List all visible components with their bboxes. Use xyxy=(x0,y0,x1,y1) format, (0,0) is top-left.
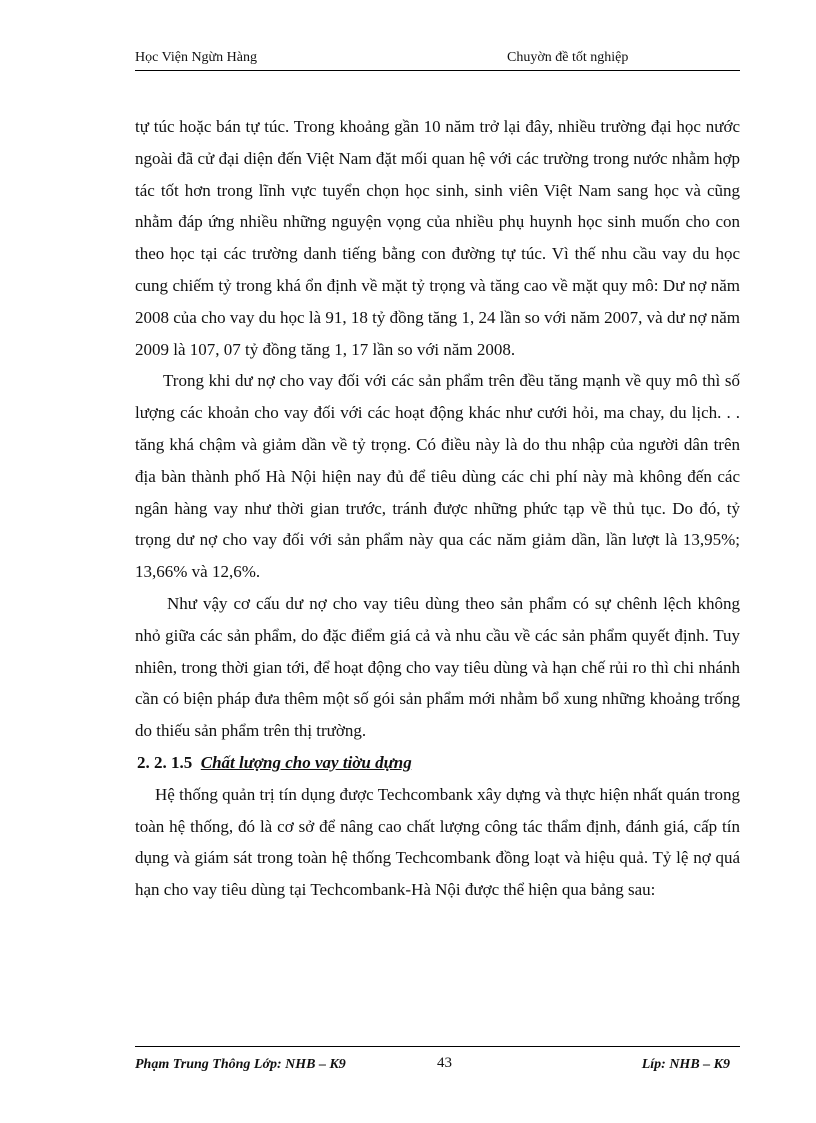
paragraph-3: Như vậy cơ cấu dư nợ cho vay tiêu dùng theo sản phẩm có sự chênh lệch không nhỏ giữa các sản phẩm, do đặc điểm giá cả và nhu cầu về các sản phẩm quyết định. Tuy nhiên, trong thời gian tới, để hoạt động cho vay tiêu dùng và hạn chế rủi ro thì chi nhánh cần có biện pháp đưa thêm một số gói sản phẩm mới nhằm bổ xung những khoảng trống do thiếu sản phẩm trên thị trường. xyxy=(135,593,740,741)
page-footer xyxy=(135,1046,740,1077)
header-doc-type: Chuyờn đề tốt nghiệp xyxy=(507,50,629,65)
section-heading xyxy=(135,747,740,779)
section-title: Chất lượng cho vay tiờu dựng xyxy=(200,752,412,772)
document-body xyxy=(135,111,740,906)
paragraph-2: Trong khi dư nợ cho vay đối với các sản phẩm trên đều tăng mạnh về quy mô thì số lượng các khoản cho vay đối với các hoạt động khác như cưới hỏi, ma chay, du lịch. . . tăng khá chậm và giảm dần về tỷ trọng. Có điều này là do thu nhập của người dân trên địa bàn thành phố Hà Nội hiện nay đủ để tiêu dùng các chi phí này mà không đến các ngân hàng vay như thời gian trước, tránh được những phức tạp về thủ tục. Do đó, tỷ trọng dư nợ cho vay đối với sản phẩm này qua các năm giảm dần, lần lượt là 13,95%; 13,66% và 12,6%. xyxy=(135,371,740,582)
header-institution: Học Viện Ngừn Hàng xyxy=(135,50,257,65)
page-header xyxy=(135,50,740,71)
footer-class: Líp: NHB – K9 xyxy=(641,1057,730,1072)
paragraph-4: Hệ thống quản trị tín dụng được Techcombank xây dựng và thực hiện nhất quán trong toàn hệ thống, đó là cơ sở để nâng cao chất lượng công tác thẩm định, đánh giá, cấp tín dụng và giám sát trong toàn hệ thống Techcombank đồng loạt và hiệu quả. Tỷ lệ nợ quá hạn cho vay tiêu dùng tại Techcombank-Hà Nội được thể hiện qua bảng sau: xyxy=(135,784,740,900)
footer-author: Phạm Trung Thông Lớp: NHB – K9 xyxy=(135,1057,346,1072)
section-number: 2. 2. 1.5 xyxy=(137,752,193,772)
paragraph-1: tự túc hoặc bán tự túc. Trong khoảng gần 10 năm trở lại đây, nhiều trường đại học nước ngoài đã cử đại diện đến Việt Nam đặt mối quan hệ với các trường trong nước nhằm hợp tác tốt hơn trong lĩnh vực tuyển chọn học sinh, sinh viên Việt Nam sang học và cũng nhằm đáp ứng nhiều những nguyện vọng của nhiều phụ huynh học sinh muốn cho con theo học tại các trường danh tiếng bằng con đường tự túc. Vì thế nhu cầu vay du học cung chiếm tỷ trong khá ổn định về mặt tỷ trọng và tăng cao về mặt quy mô: Dư nợ năm 2008 của cho vay du học là 91, 18 tỷ đồng tăng 1, 24 lần so với năm 2007, và dư nợ năm 2009 là 107, 07 tỷ đồng tăng 1, 17 lần so với năm 2008. xyxy=(135,117,740,359)
page-number: 43 xyxy=(437,1055,452,1071)
